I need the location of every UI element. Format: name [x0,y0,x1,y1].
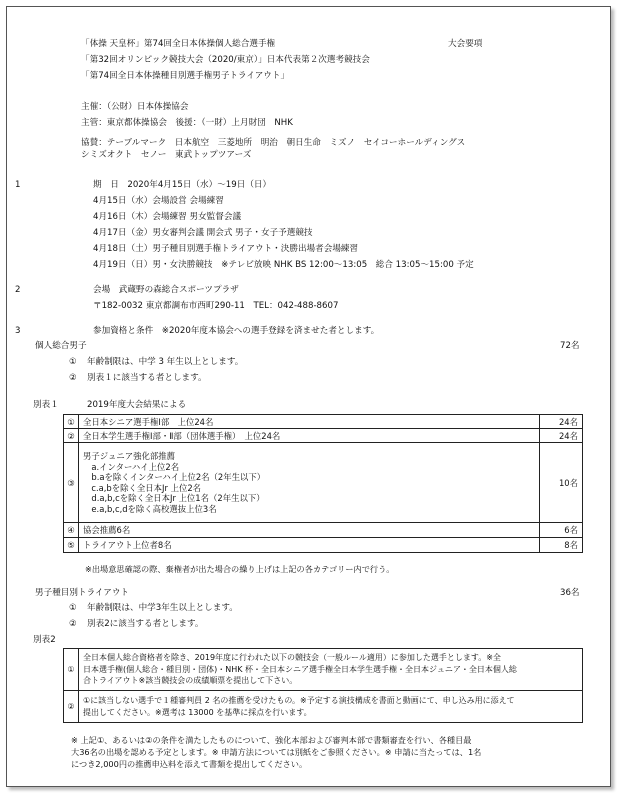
table-label: 別表１ [33,400,59,410]
row-criteria: 全日本学生選手権Ⅰ部・Ⅱ部（団体選手権） 上位24名 [79,429,540,443]
table-row [64,415,583,429]
schedule-item: 4月16日（木）会場練習 男女監督会議 [93,212,242,222]
condition-text: 年齢制限は、中学 3 年生以上とします。 [87,357,244,367]
document-page [6,6,611,787]
table-row [64,523,583,538]
table-caption: 2019年度大会結果による [87,400,187,410]
row-criteria [79,649,583,691]
condition-text: 別表１に該当する者とします。 [87,373,207,383]
table-row [64,649,583,691]
section-number: 3 [15,326,21,336]
management-line: 主管：東京都体操協会 後援：（一財）上月財団 NHK [81,118,293,128]
individual-count: 72名 [560,341,580,351]
criteria-line: c.a,bを除く全日本Jr 上位2名 [83,482,202,493]
table-row [64,429,583,443]
event-title-1: 「体操 天皇杯」第74回全日本体操個人総合選手権 [81,39,276,49]
qualification-table-1 [63,414,583,553]
row-criteria [79,691,583,723]
schedule-item: 4月17日（金）男女審判会議 開会式 男子・女子予選競技 [93,228,313,238]
venue-address: 〒182-0032 東京都調布市西町290-11 TEL：042-488-8607 [93,301,339,311]
section-heading-eligibility: 参加資格と条件 ※2020年度本協会への選手登録を済ませた者とします。 [93,326,380,336]
sponsor-line-2: シミズオクト セノー 東武トップツアーズ [81,150,252,160]
criteria-line: 男子ジュニア強化部推薦 [83,451,175,461]
condition-number: ① [69,603,77,613]
criteria-line: a.インターハイ上位2名 [83,461,180,472]
event-title-3: 「第74回全日本体操種目別選手権男子トライアウト」 [81,71,290,81]
row-criteria: 協会推薦6名 [79,523,540,538]
row-number: ① [64,649,79,691]
schedule-item: 4月19日（日）男・女決勝競技 ※テレビ放映 NHK BS 12:00～13:05 総合 13:05～15:00 予定 [93,260,474,270]
section-heading-venue: 会場 武蔵野の森総合スポーツプラザ [93,285,239,295]
criteria-line: ①に該当しない選手で１種審判員 2 名の推薦を受けたもの。※予定する演技構成を書面と動画にて、申し込み用に添えて [83,696,515,705]
individual-title: 個人総合男子 [35,341,87,351]
criteria-line: 日本選手権(個人総合・種目別・団体)・NHK 杯・全日本シニア選手権全日本学生選手権・全日本ジュニア・全日本個人総 [83,664,517,674]
criteria-line: 全日本個人総合資格者を除き、2019年度に行われた以下の競技会（一般ルール適用）に参加した選手とします。※全 [83,653,501,663]
condition-text: 別表2に該当する者とします。 [87,619,204,629]
table-label: 別表2 [33,635,56,645]
tryout-note-line: 大36名の出場を認める予定とします。※ 申請方法については別紙をご参照ください。※ 申請に当たっては、1名 [71,747,482,757]
row-criteria: トライアウト上位者8名 [79,538,540,553]
document-type: 大会要項 [448,39,483,49]
table-row [64,443,583,523]
row-number: ③ [64,443,79,523]
section-number: 1 [15,180,21,190]
condition-number: ① [69,357,77,367]
condition-text: 年齢制限は、中学3年生以上とします。 [87,603,238,613]
table-row [64,538,583,553]
host-line: 主催：（公財）日本体操協会 [81,102,189,112]
tryout-note-line: ※ 上記①、あるいは②の条件を満たしたものについて、強化本部および審判本部で書類審査を行い、各種目最 [71,735,472,745]
schedule-item: 4月18日（土）男子種目別選手権トライアウト・決勝出場者会場練習 [93,244,359,254]
sponsor-line-1: 協賛：テーブルマーク 日本航空 三菱地所 明治 朝日生命 ミズノ セイコーホールディングス [81,138,466,148]
row-number: ① [64,415,79,429]
criteria-line: e.a,b,c,dを除く高校選抜上位3名 [83,503,217,514]
table-note: ※出場意思確認の際、棄権者が出た場合の繰り上げは上記の各カテゴリー内で行う。 [85,564,395,574]
condition-number: ② [69,373,77,383]
condition-number: ② [69,619,77,629]
row-count: 6名 [540,523,583,538]
section-heading-dates: 期 日 2020年4月15日（水）～19日（日） [93,180,272,190]
row-count: 24名 [540,429,583,443]
tryout-title: 男子種目別トライアウト [35,588,130,598]
table-row [64,691,583,723]
section-number: 2 [15,285,21,295]
row-number: ② [64,429,79,443]
row-count: 10名 [540,443,583,523]
event-title-2: 「第32回オリンピック競技大会（2020/東京）」日本代表第２次選考競技会 [81,55,370,65]
criteria-line: b.aを除くインターハイ上位2名（2年生以下） [83,472,266,482]
row-count: 24名 [540,415,583,429]
criteria-line: d.a,b,cを除く全日本Jr 上位1名（2年生以下） [83,493,265,503]
qualification-table-2 [63,648,583,723]
row-number: ② [64,691,79,723]
row-number: ⑤ [64,538,79,553]
tryout-count: 36名 [560,588,580,598]
criteria-line: 提出してください。※選考は 13000 を基準に採点を行います。 [83,707,312,717]
tryout-note-line: につき2,000円の推薦申込料を添えて書類を提出してください。 [71,759,308,769]
row-criteria: 全日本シニア選手権Ⅰ部 上位24名 [79,415,540,429]
row-count: 8名 [540,538,583,553]
row-criteria [79,443,540,523]
row-number: ④ [64,523,79,538]
criteria-line: 合トライアウト※該当競技会の成績順票を提出して下さい。 [83,676,298,686]
schedule-item: 4月15日（水）会場設営 会場練習 [93,196,224,206]
